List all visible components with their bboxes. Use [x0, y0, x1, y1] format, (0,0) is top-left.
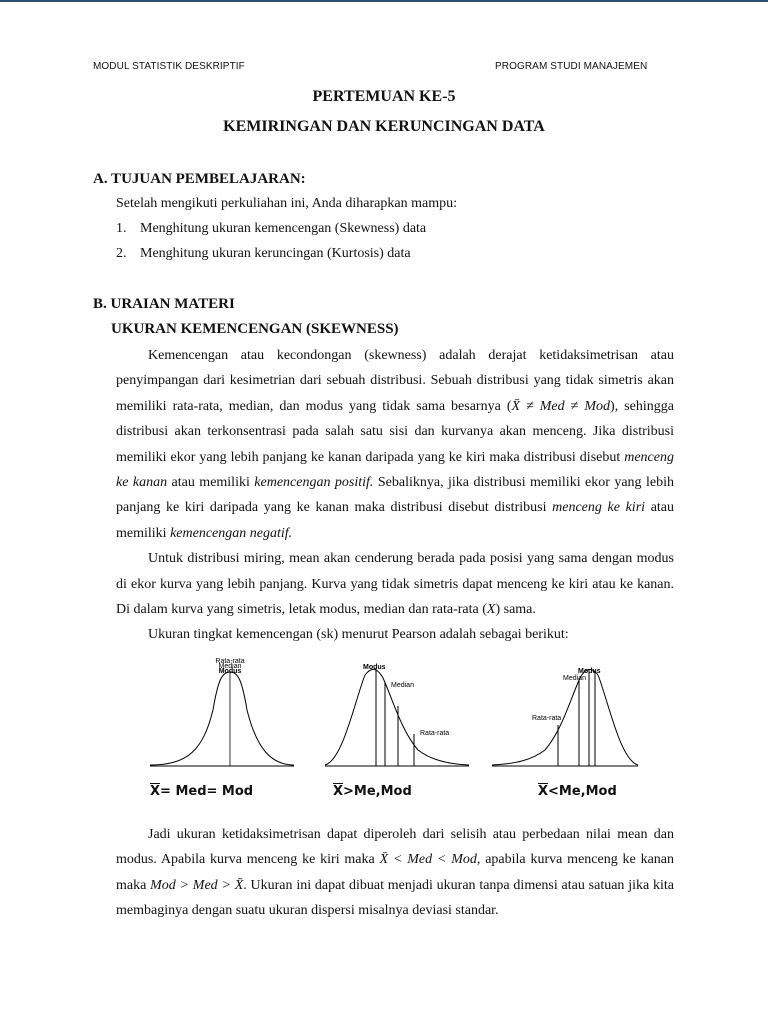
pearson-intro: Ukuran tingkat kemencengan (sk) menurut Pearson adalah sebagai berikut:: [148, 627, 569, 643]
section-a-heading: A. TUJUAN PEMBELAJARAN:: [93, 171, 306, 187]
list-item-number: 2.: [116, 246, 127, 261]
section-b-subheading: UKURAN KEMENCENGAN (SKEWNESS): [111, 321, 399, 337]
section-a-intro: Setelah mengikuti perkuliahan ini, Anda diharapkan mampu:: [116, 196, 457, 211]
label-rata-rata: Rata-rata: [420, 730, 450, 737]
label-median: Median: [218, 663, 242, 670]
list-item-text: Menghitung ukuran keruncingan (Kurtosis) data: [140, 246, 411, 261]
right-skew-curve-figure: [323, 650, 471, 770]
page-subtitle: KEMIRINGAN DAN KERUNCINGAN DATA: [223, 118, 545, 135]
caption-right-skew: $\overline{X}>Me,Mod$: [333, 784, 412, 799]
paragraph-conclusion: Jadi ukuran ketidaksimetrisan dapat diperoleh dari selisih atau perbedaan nilai mean dan modus. Apabila kurva menceng ke kiri maka X̄ < Med < Mod, apabila kurva menceng ke kanan maka Mod > Med > X̄. Ukuran ini dapat dibuat menjadi ukuran tanpa dimensi atau satuan jika kita membaginya dengan suatu ukuran dispersi misalnya deviasi standar.: [116, 827, 675, 919]
list-item-text: Menghitung ukuran kemencengan (Skewness) data: [140, 221, 427, 236]
section-b-heading: B. URAIAN MATERI: [93, 296, 235, 312]
label-median: Median: [391, 682, 414, 689]
caption-symmetric: $\overline{X}= Med=$ Mod: [150, 784, 254, 799]
header-right: PROGRAM STUDI MANAJEMEN: [495, 61, 648, 72]
label-modus: Modus: [578, 668, 601, 675]
label-modus: Modus: [363, 664, 386, 671]
left-skew-curve-figure: [490, 650, 640, 770]
list-item-number: 1.: [116, 221, 127, 236]
header-left: MODUL STATISTIK DESKRIPTIF: [93, 61, 245, 72]
label-rata-rata: Rata-rata: [215, 658, 245, 665]
symmetric-curve-figure: [148, 650, 296, 770]
label-rata-rata: Rata-rata: [532, 715, 562, 722]
page-title: PERTEMUAN KE-5: [312, 88, 456, 105]
top-border: [0, 0, 768, 2]
paragraph-skewness: Kemencengan atau kecondongan (skewness) adalah derajat ketidaksimetrisan atau penyimpangan dari kesimetrian dari sebuah distribusi. Sebuah distribusi yang tidak simetris akan memiliki rata-rata, median, dan modus yang tidak sama besarnya (X̄ ≠ Med ≠ Mod), sehingga distribusi akan terkonsentrasi pada salah satu sisi dan kurvanya akan menceng. Jika distribusi memiliki ekor yang lebih panjang ke kanan daripada yang ke kiri maka distribusi disebut menceng ke kanan atau memiliki kemencengan positif. Sebaliknya, jika distribusi memiliki ekor yang lebih panjang ke kiri daripada yang ke kanan maka distribusi disebut distribusi menceng ke kiri atau memiliki kemencengan negatif. Untuk distribusi miring, mean akan cenderung berada pada posisi yang sama dengan modus di ekor kurva yang lebih panjang. Kurva yang tidak simetris dapat menceng ke kiri atau ke kanan. Di dalam kurva yang simetris, letak modus, median dan rata-rata (X) sama. Ukuran tingkat kemencengan (sk) menurut Pearson adalah sebagai berikut:: [116, 343, 674, 648]
label-median: Median: [563, 675, 586, 682]
label-modus: Modus: [218, 668, 242, 675]
caption-left-skew: $\overline{X}<Me,Mod$: [538, 784, 617, 799]
